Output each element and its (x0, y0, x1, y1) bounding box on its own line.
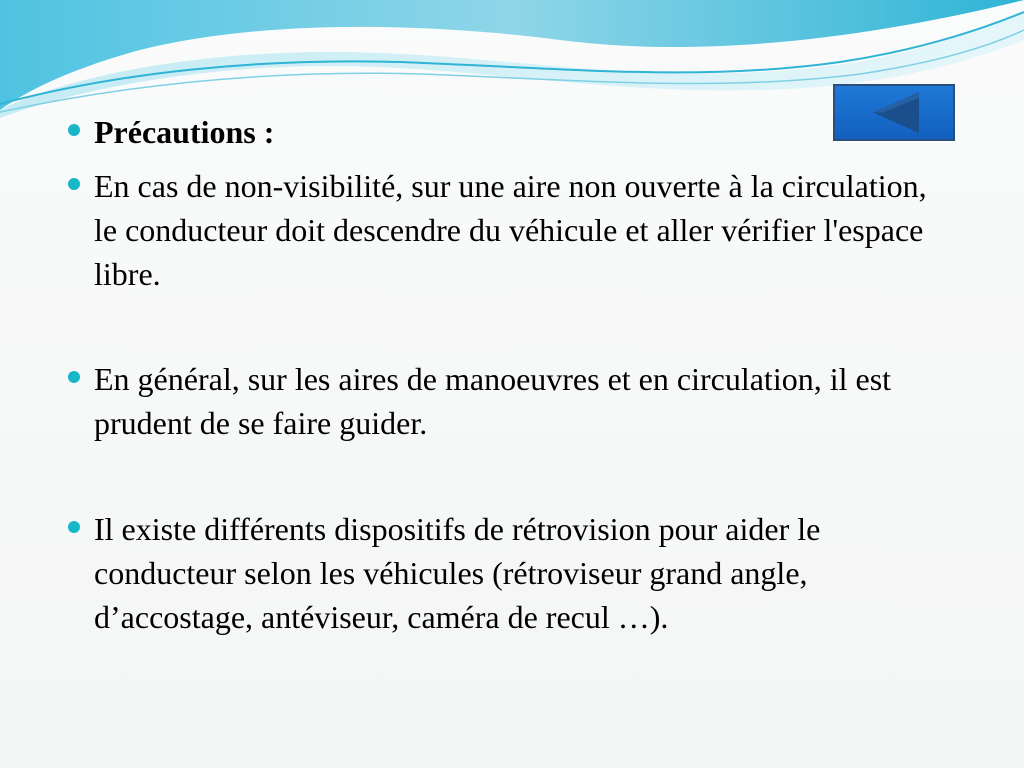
list-item (66, 357, 946, 445)
bullet-text-heading: Précautions : (94, 114, 275, 150)
bullet-list (66, 110, 946, 639)
bullet-dot-icon (68, 521, 80, 533)
bullet-text: En cas de non-visibilité, sur une aire non ouverte à la circulation, le conducteur doit descendre du véhicule et aller vérifier l'espace libre. (94, 168, 927, 292)
list-item (66, 110, 946, 154)
bullet-dot-icon (68, 371, 80, 383)
bullet-dot-icon (68, 124, 80, 136)
list-item (66, 507, 946, 639)
slide-content (66, 110, 946, 639)
bullet-dot-icon (68, 178, 80, 190)
bullet-text: Il existe différents dispositifs de rétrovision pour aider le conducteur selon les véhicules (rétroviseur grand angle, d’accostage, antéviseur, caméra de recul …). (94, 511, 821, 635)
bullet-text: En général, sur les aires de manoeuvres et en circulation, il est prudent de se faire guider. (94, 361, 892, 441)
list-item (66, 164, 946, 296)
